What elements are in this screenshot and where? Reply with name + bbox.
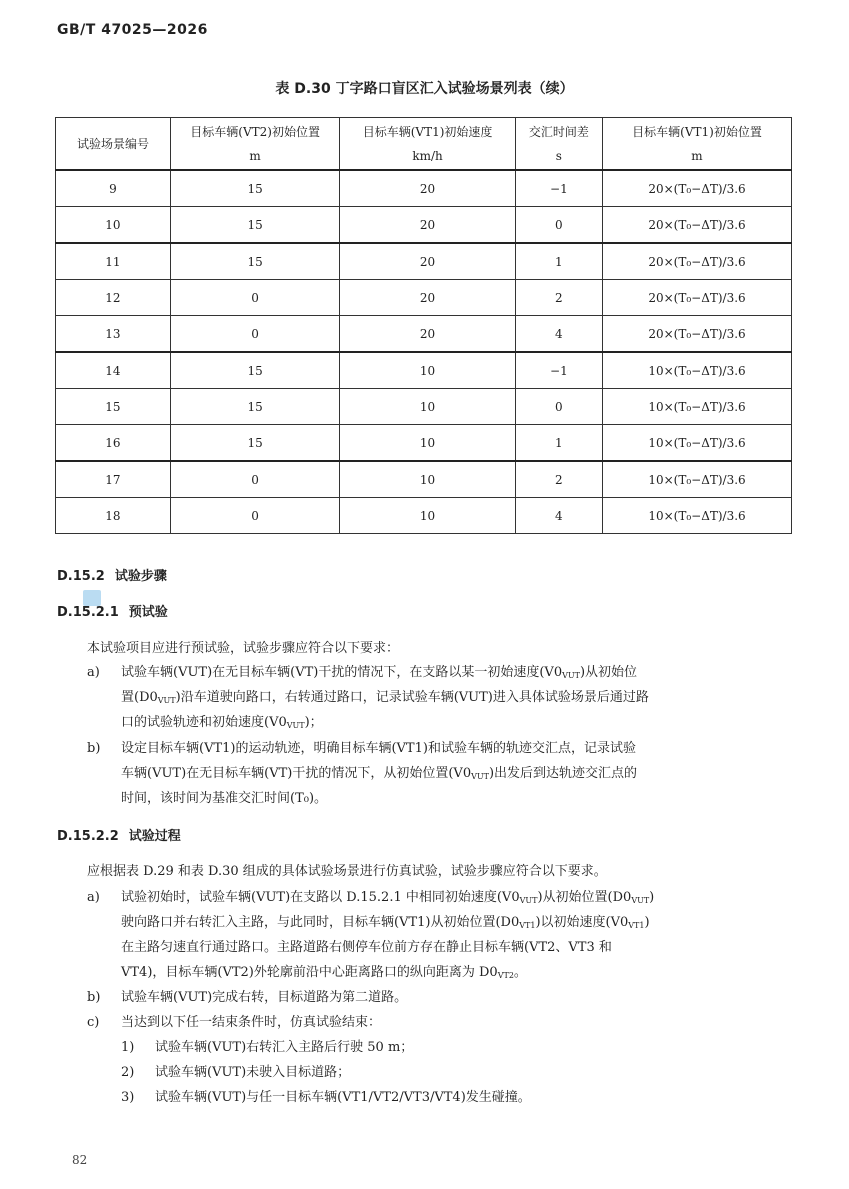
- table-cell: 20: [340, 243, 515, 280]
- section-title: 试验过程: [128, 829, 181, 844]
- table-row: [56, 207, 792, 244]
- sub-list-label: 1): [121, 1040, 135, 1055]
- table-cell: 20×(T₀−ΔT)/3.6: [602, 207, 791, 244]
- table-cell: 14: [56, 352, 171, 389]
- sub-list-item-text: 试验车辆(VUT)右转汇入主路后行驶 50 m；: [155, 1040, 414, 1055]
- table-cell: 10×(T₀−ΔT)/3.6: [602, 352, 791, 389]
- document-code: GB/T 47025—2026: [57, 22, 208, 38]
- section-number: D.15.2.1: [57, 605, 119, 620]
- section-title: 预试验: [128, 605, 168, 620]
- list-item-text: VT4)，目标车辆(VT2)外轮廓前沿中心距离路口的纵向距离为 $D0_{VT2}$。: [121, 965, 527, 980]
- list-item-text: 置$(D0_{VUT})$沿车道驶向路口，右转通过路口，记录试验车辆(VUT)进入具体试验场景后通过路: [121, 690, 649, 705]
- list-label: c): [87, 1015, 100, 1030]
- table-cell: 4: [515, 498, 602, 534]
- table-cell: 10×(T₀−ΔT)/3.6: [602, 461, 791, 498]
- table-cell: 20: [340, 316, 515, 353]
- list-item-text: 设定目标车辆(VT1)的运动轨迹，明确目标车辆(VT1)和试验车辆的轨迹交汇点，记录试验: [121, 741, 636, 756]
- section-number: D.15.2: [57, 569, 105, 584]
- table-cell: 20: [340, 170, 515, 207]
- table-cell: 0: [170, 461, 339, 498]
- table-cell: 18: [56, 498, 171, 534]
- list-item-text: 驶向路口并右转汇入主路，与此同时，目标车辆(VT1)从初始位置$(D0_{VT1})$以初始速度$(V0_{VT1})$: [121, 915, 650, 930]
- table-row: [56, 316, 792, 353]
- sub-list-item-text: 试验车辆(VUT)未驶入目标道路；: [155, 1065, 351, 1080]
- table-cell: 0: [170, 280, 339, 316]
- table-cell: 15: [170, 352, 339, 389]
- list-item-text: 试验初始时，试验车辆(VUT)在支路以 D.15.2.1 中相同初始速度$(V0_{VUT})$从初始位置$(D0_{VUT})$: [121, 890, 655, 905]
- table-row: [56, 170, 792, 207]
- table-cell: −1: [515, 170, 602, 207]
- paragraph: 应根据表 D.29 和表 D.30 组成的具体试验场景进行仿真试验，试验步骤应符合以下要求。: [87, 864, 607, 879]
- table-cell: 4: [515, 316, 602, 353]
- table-cell: 13: [56, 316, 171, 353]
- section-title: 试验步骤: [114, 569, 167, 584]
- table-cell: 15: [170, 389, 339, 425]
- list-label: b): [87, 990, 101, 1005]
- table-row: [56, 425, 792, 462]
- paragraph: 本试验项目应进行预试验，试验步骤应符合以下要求：: [87, 641, 400, 656]
- table-cell: 15: [170, 170, 339, 207]
- table-cell: 20: [340, 280, 515, 316]
- list-label: a): [87, 665, 100, 680]
- list-item-text: 时间，该时间为基准交汇时间(T₀)。: [121, 791, 328, 806]
- list-item-text: 当达到以下任一结束条件时，仿真试验结束：: [121, 1015, 382, 1030]
- page-number: 82: [72, 1153, 88, 1167]
- table-cell: 20×(T₀−ΔT)/3.6: [602, 170, 791, 207]
- table-cell: 10×(T₀−ΔT)/3.6: [602, 498, 791, 534]
- list-item-text: 在主路匀速直行通过路口。主路道路右侧停车位前方存在静止目标车辆(VT2、VT3 和: [121, 940, 612, 955]
- table-cell: 2: [515, 461, 602, 498]
- list-label: b): [87, 741, 101, 756]
- table-cell: 12: [56, 280, 171, 316]
- table-cell: 15: [56, 389, 171, 425]
- table-cell: 10: [340, 389, 515, 425]
- table-cell: 10: [340, 352, 515, 389]
- table-cell: 1: [515, 425, 602, 462]
- table-cell: 0: [170, 316, 339, 353]
- column-header: 目标车辆(VT2)初始位置 m: [170, 118, 339, 171]
- column-header: 目标车辆(VT1)初始速度 km/h: [340, 118, 515, 171]
- table-cell: 20×(T₀−ΔT)/3.6: [602, 243, 791, 280]
- column-header: 试验场景编号: [56, 118, 171, 171]
- sub-list-label: 3): [121, 1090, 135, 1105]
- column-header: 交汇时间差 s: [515, 118, 602, 171]
- section-heading-d15-2-2: [57, 825, 181, 844]
- table-cell: 0: [515, 389, 602, 425]
- section-heading-d15-2-1: [57, 601, 168, 620]
- table-cell: −1: [515, 352, 602, 389]
- section-heading-d15-2: [57, 565, 167, 584]
- table-cell: 15: [170, 425, 339, 462]
- table-row: [56, 461, 792, 498]
- table-cell: 20×(T₀−ΔT)/3.6: [602, 280, 791, 316]
- table-title: 表 D.30 丁字路口盲区汇入试验场景列表（续）: [275, 81, 574, 97]
- list-item-text: 试验车辆(VUT)完成右转，目标道路为第二道路。: [121, 990, 408, 1005]
- table-cell: 10×(T₀−ΔT)/3.6: [602, 389, 791, 425]
- scenario-table: [55, 117, 792, 534]
- table-row: [56, 498, 792, 534]
- table-cell: 15: [170, 243, 339, 280]
- sub-list-item-text: 试验车辆(VUT)与任一目标车辆(VT1/VT2/VT3/VT4)发生碰撞。: [155, 1090, 531, 1105]
- table-cell: 20: [340, 207, 515, 244]
- table-cell: 10: [340, 425, 515, 462]
- table-row: [56, 243, 792, 280]
- table-cell: 9: [56, 170, 171, 207]
- table-cell: 15: [170, 207, 339, 244]
- table-cell: 2: [515, 280, 602, 316]
- table-cell: 20×(T₀−ΔT)/3.6: [602, 316, 791, 353]
- table-cell: 1: [515, 243, 602, 280]
- section-number: D.15.2.2: [57, 829, 119, 844]
- table-cell: 10: [56, 207, 171, 244]
- list-item-text: 口的试验轨迹和初始速度$(V0_{VUT})$；: [121, 715, 323, 730]
- list-item-text: 车辆(VUT)在无目标车辆(VT)干扰的情况下，从初始位置$(V0_{VUT})$出发后到达轨迹交汇点的: [121, 766, 638, 781]
- table-row: [56, 352, 792, 389]
- table-cell: 10: [340, 461, 515, 498]
- table-cell: 17: [56, 461, 171, 498]
- table-cell: 0: [170, 498, 339, 534]
- sub-list-label: 2): [121, 1065, 135, 1080]
- table-cell: 11: [56, 243, 171, 280]
- table-cell: 10: [340, 498, 515, 534]
- table-cell: 0: [515, 207, 602, 244]
- list-label: a): [87, 890, 100, 905]
- table-row: [56, 389, 792, 425]
- table-cell: 10×(T₀−ΔT)/3.6: [602, 425, 791, 462]
- table-cell: 16: [56, 425, 171, 462]
- table-row: [56, 280, 792, 316]
- list-item-text: 试验车辆(VUT)在无目标车辆(VT)干扰的情况下，在支路以某一初始速度$(V0_{VUT})$从初始位: [121, 665, 638, 680]
- column-header: 目标车辆(VT1)初始位置 m: [602, 118, 791, 171]
